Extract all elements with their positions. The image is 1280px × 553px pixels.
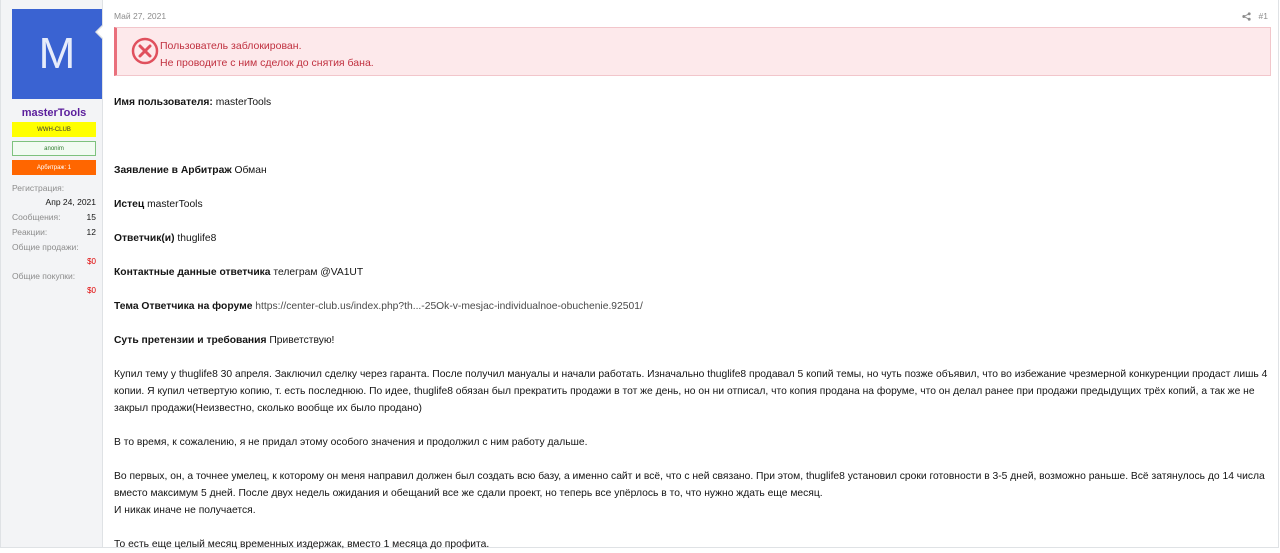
user-stats [12,181,96,298]
messages-row [12,210,96,225]
badge-anonim: anonim [12,141,96,156]
field-respondent [114,230,1269,247]
field-username-value: masterTools [212,97,272,108]
purchases-value: $0 [87,286,96,295]
ban-alert [114,27,1271,76]
post-body [114,94,1269,553]
share-icon[interactable] [1242,12,1251,21]
reactions-row [12,225,96,240]
paragraph: То есть еще целый месяц временных издержак, вместо 1 месяца до профита. [114,539,490,550]
error-icon [131,37,159,65]
field-topic-label: Тема Ответчика на форуме [114,301,253,312]
field-essence-label: Суть претензии и требования [114,335,267,346]
sales-value: $0 [87,257,96,266]
badge-arbitrage: Арбитраж: 1 [12,160,96,175]
field-topic [114,298,1269,315]
registration-label: Регистрация: [12,183,65,193]
messages-label: Сообщения: [12,212,61,222]
field-contact-value: телеграм @VA1UT [270,267,364,278]
username[interactable]: masterTools [21,107,87,119]
field-claim [114,162,1269,179]
alert-line-2: Не проводите с ним сделок до снятия бана. [160,57,374,69]
topic-link[interactable]: https://center-club.us/index.php?th...-25Ok-v-mesjac-individualnoe-obuchenie.92501/ [252,301,643,312]
field-respondent-label: Ответчик(и) [114,233,175,244]
user-panel [1,0,103,547]
paragraph: Во первых, он, а точнее умелец, к которому он меня направил должен был создать всю базу, а именно сайт и всё, что с ней связано. При этом, thuglife8 установил сроки готовности в 3-5 дней, возможно раньше. Всё затянулось до 14 числа вместо максимум 5 дней. После двух недель ожидания и обещаний все же сдали проект, но теперь все упёрлось в то, что нужно ждать еще месяц. [114,471,1265,499]
reactions-value: 12 [86,227,96,237]
alert-text [160,38,374,72]
reactions-label: Реакции: [12,227,48,237]
field-claim-label: Заявление в Арбитраж [114,165,232,176]
purchases-label: Общие покупки: [12,271,76,281]
field-essence [114,332,1269,349]
post-actions [1242,11,1268,21]
field-contact [114,264,1269,281]
paragraph: В то время, к сожалению, я не придал этому особого значения и продолжил с ним работу дальше. [114,437,588,448]
field-plaintiff-label: Истец [114,199,145,210]
field-plaintiff-value: masterTools [144,199,203,210]
post-number[interactable]: #1 [1258,11,1268,21]
paragraph: Купил тему у thuglife8 30 апреля. Заключил сделку через гаранта. После получил мануалы и начали работать. Изначально thuglife8 продавал 5 копий темы, но чуть позже объявил, что во избежание чрезмерной конкуренции продаст лишь 4 копии. Я купил четвертую копию, т. есть последнюю. По идее, thuglife8 обязан был прекратить продажи в тот же день, но он ни отписал, что копия продана на форуме, что он делал ранее при продажи предыдущих трёх копий, а так же не закрыл продажи(Неизвестно, сколько вообще их было продано) [114,369,1268,414]
field-respondent-value: thuglife8 [174,233,217,244]
avatar-letter: M [38,29,76,78]
field-essence-value: Приветствую! [266,335,335,346]
paragraph: И никак иначе не получается. [114,505,256,516]
field-claim-value: Обман [231,165,267,176]
field-username-label: Имя пользователя: [114,97,213,108]
messages-value: 15 [86,212,96,222]
field-plaintiff [114,196,1269,213]
alert-line-1: Пользователь заблокирован. [160,40,302,52]
field-username [114,94,1269,111]
post-date[interactable]: Май 27, 2021 [114,11,167,21]
registration-value: Апр 24, 2021 [45,197,96,207]
badge-wwh-club: WWH-CLUB [12,122,96,137]
field-contact-label: Контактные данные ответчика [114,267,271,278]
sales-label: Общие продажи: [12,242,79,252]
post-main [103,0,1278,550]
avatar[interactable] [12,9,102,99]
